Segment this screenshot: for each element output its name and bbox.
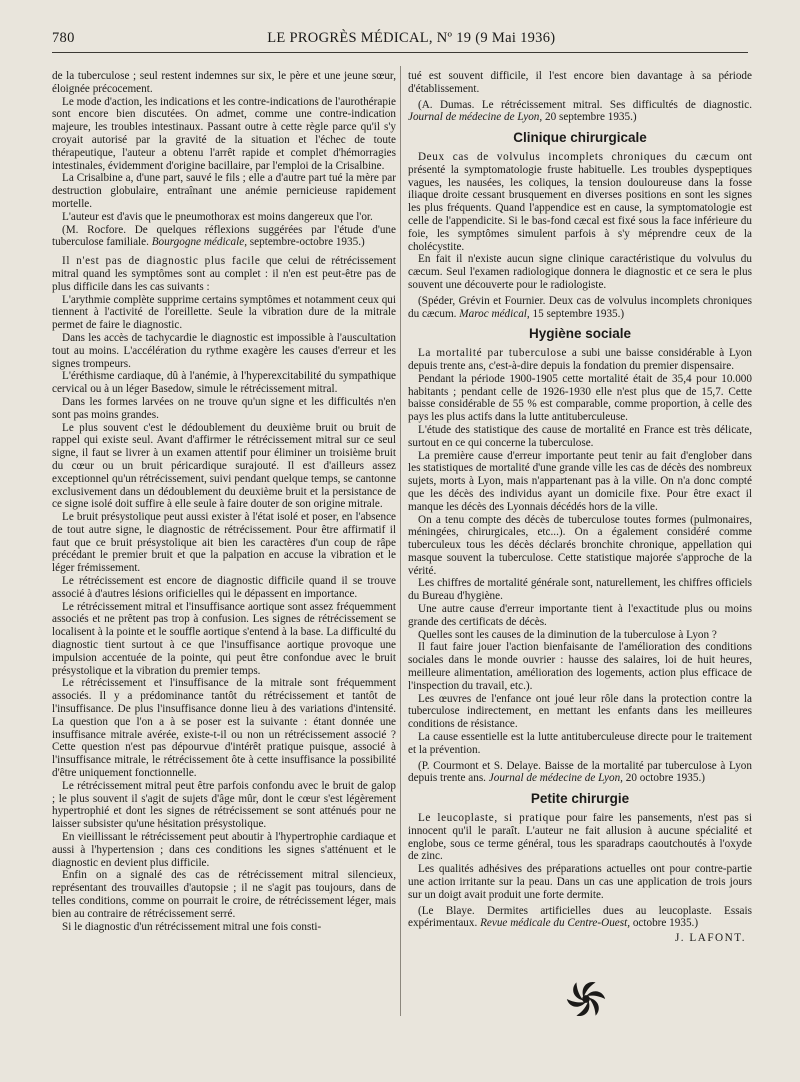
right-column xyxy=(408,70,752,945)
page-number: 780 xyxy=(52,30,75,46)
paragraph: Si le diagnostic d'un rétrécissement mitral une fois consti- xyxy=(62,920,322,933)
reference: (M. Rocfore. De quelques réflexions suggérées par l'étude d'une tuberculose familiale. Bourgogne médicale, septembre-octobre 1935.) xyxy=(52,223,396,249)
author-signature: J. LAFONT. xyxy=(674,932,746,945)
paragraph: Pendant la période 1900-1905 cette mortalité était de 35,4 pour 10.000 habitants ; pendant celle de 1926-1930 elle n'est plus que de 15,7. Cette baisse considérable de 55 % est comparable, comme proportion, à celle des pays les plus actifs dans la lutte antituberculeuse. xyxy=(408,372,752,424)
paragraph: Une autre cause d'erreur importante tient à l'exactitude plus ou moins grande des certificats de décès. xyxy=(408,603,752,628)
paragraph: En vieillissant le rétrécissement peut aboutir à l'hypertrophie cardiaque et aussi à l'hypertension ; dans ces conditions les signes s'atténuent et le diagnostic en devient plus difficile. xyxy=(52,831,396,869)
paragraph: Le mode d'action, les indications et les contre-indications de l'aurothérapie sont encore bien discutées. On admet, comme une contre-indication majeure, les troubles intestinaux. Passant outre à cette règle parce qu'il s'y croyait autorisé par la gravité de la situation et l'échec de toute thérapeutique, l'auteur a obtenu l'arrêt rapide et complet d'hémorragies intestinales, évidemment d'origine bacillaire, par l'emploi de la Crisalbine. xyxy=(52,95,396,172)
article-lead: La mortalité par tuberculose xyxy=(418,347,568,360)
header-rule xyxy=(52,52,748,53)
paragraph: Enfin on a signalé des cas de rétrécissement mitral silencieux, représentant des trouvailles d'autopsie ; il ne s'agit pas toujours, dans de telles conditions, comme on pourrait le croire, de rétrécissement léger, mais bien au contraire de rétrécissement serré. xyxy=(52,869,396,920)
section-heading: Petite chirurgie xyxy=(530,791,630,807)
paragraph: Il faut faire jouer l'action bienfaisante de l'amélioration des conditions sociales dans le monde ouvrier : hausse des salaires, loi de huit heures, meilleure alimentation, amélioration des logements, action plus efficace de l'inspection du travail, etc.). xyxy=(408,641,752,692)
paragraph: Les œuvres de l'enfance ont joué leur rôle dans la protection contre la tuberculose indirectement, en mettant les enfants dans les meilleures conditions de résistance. xyxy=(408,692,752,731)
paragraph: Le rétrécissement et l'insuffisance de la mitrale sont fréquemment associés. Il y a prédominance tantôt du rétrécissement et tantôt de l'insuffisance. De plus l'insuffisance donne lieu à des variations d'intensité. La question que l'on a à se poser est la suivante : étant donnée une insuffisance mitrale avérée, existe-t-il ou non un rétrécissement associé ? Cette question n'est pas dépourvue d'intérêt pratique puisque, associé à l'insuffisance mitrale, le rétrécissement ôte à cette insuffisance la possibilité d'être uniquement fonctionnelle. xyxy=(52,677,396,780)
paragraph: Le plus souvent c'est le dédoublement du deuxième bruit ou bruit de rappel qui existe seul. Avant d'affirmer le rétrécissement mitral sur ce seul signe, il faut se livrer à un examen attentif pour éliminer un troisième bruit du cœur ou un bruit péricardique surajouté. Il est d'ailleurs assez exceptionnel qu'un rétrécissement, suivi pendant quelque temps, se cantonne exclusivement dans un dédoublement du deuxième bruit et la persistance de ce signe isolé doit suffire à elle seule à faire douter de son origine mitrale. xyxy=(52,421,396,511)
article-paragraph: Il n'est pas de diagnostic plus facile que celui de rétrécissement mitral quand les symptômes sont au complet : il n'en est peut-être pas de plus difficile dans les cas suivants : xyxy=(52,255,397,293)
article-paragraph: La mortalité par tuberculose a subi une baisse considérable à Lyon depuis trente ans, c'est-à-dire depuis la fondation du premier dispensaire. xyxy=(408,347,753,372)
column-divider xyxy=(400,66,401,1016)
paragraph: Dans les accès de tachycardie le diagnostic est impossible à l'auscultation tout au moins. L'accélération du rythme exagère les causes d'erreur et les signes trompeurs. xyxy=(52,331,396,370)
section-heading: Hygiène sociale xyxy=(528,326,632,342)
paragraph: En fait il n'existe aucun signe clinique caractéristique du volvulus du cæcum. Seul l'examen radiologique donnera le diagnostic et ce sera le plus souvent une découverte pour le radiologiste. xyxy=(408,253,752,291)
article-paragraph: Le leucoplaste, si pratique pour faire les pansements, n'est pas si innocent qu'il le paraît. L'auteur ne fait allusion à aucune spécialité et englobe, sous ce terme général, tous les sparadraps caoutchoutés à l'oxyde de zinc. xyxy=(408,812,753,863)
paragraph: L'étude des statistique des cause de mortalité en France est très délicate, surtout en ce qui concerne la tuberculose. xyxy=(408,423,752,449)
paragraph: La cause essentielle est la lutte antituberculeuse directe pour le traitement et la prévention. xyxy=(408,731,752,756)
reference: (A. Dumas. Le rétrécissement mitral. Ses difficultés de diagnostic. Journal de médecine de Lyon, 20 septembre 1935.) xyxy=(408,98,752,124)
left-column xyxy=(52,70,396,933)
reference: (P. Courmont et S. Delaye. Baisse de la mortalité par tuberculose à Lyon depuis trente ans. Journal de médecine de Lyon, 20 octobre 1935.) xyxy=(408,759,752,785)
paragraph: La Crisalbine a, d'une part, sauvé le fils ; elle a d'autre part tué la mère par destruction globulaire, entraînant une anémie pernicieuse rapidement mortelle. xyxy=(52,172,396,210)
paragraph: Le rétrécissement est encore de diagnostic difficile quand il se trouve associé à d'autres lésions orificielles qui le dépassent en importance. xyxy=(52,575,396,600)
article-paragraph: Deux cas de volvulus incomplets chroniques du cæcum ont présenté la symptomatologie fruste habituelle. Les troubles dyspeptiques vagues, les nausées, les coliques, la tension douloureuse dans la fosse iliaque droite cessant brusquement en diverses positions en sont les signes les plus fréquents. Quand l'appendice est en cause, la symptomatologie est celle de l'appendicite. Si le bas-fond cæcal est fixé sous la face inférieure du foie, les symptômes simulent parfois à s'y méprendre ceux de la cholécystite. xyxy=(408,150,752,253)
paragraph: L'auteur est d'avis que le pneumothorax est moins dangereux que l'or. xyxy=(62,210,373,223)
paragraph: tué est souvent difficile, il l'est encore bien davantage à sa période d'établissement. xyxy=(408,70,752,95)
section-heading: Clinique chirurgicale xyxy=(513,130,647,146)
article-lead: Deux cas de volvulus incomplets chroniques du cæcum xyxy=(418,150,731,163)
paragraph: Dans les formes larvées on ne trouve qu'un signe et les difficultés n'en sont pas moins grandes. xyxy=(52,395,396,421)
paragraph: Quelles sont les causes de la diminution de la tuberculose à Lyon ? xyxy=(418,628,717,641)
paragraph: Le rétrécissement mitral et l'insuffisance aortique sont assez fréquemment associés et ne prêtent pas trop à confusion. Les signes de rétrécissement se localisent à la pointe et le souffle aortique s'entend à la base. La difficulté du diagnostic tient surtout à ce que l'insuffisance aortique provoque une impulsion accentuée de la pointe, qui peut être confondue avec le bruit présystolique et la vibration du premier temps. xyxy=(52,600,396,677)
paragraph: Les chiffres de mortalité générale sont, naturellement, les chiffres officiels du Bureau d'hygiène. xyxy=(408,577,752,603)
paragraph: L'arythmie complète supprime certains symptômes et notamment ceux qui tiennent à l'activité de l'oreillette. Seule la vibration dure de la mitrale permet de faire le diagnostic. xyxy=(52,293,396,332)
article-lead: Le leucoplaste, si pratique xyxy=(418,812,561,825)
paragraph: La première cause d'erreur importante peut tenir au fait d'englober dans les statistiques de mortalité d'une grande ville les cas de décès des nombreux sujets, morts à Lyon, mais n'appartenant pas à la ville. On n'a donc compté que les décès des individus ayant un domicile fixe. Pour être exact il manque les décès des Lyonnais décédés hors de la ville. xyxy=(408,449,752,513)
article-lead: Il n'est pas de diagnostic plus facile xyxy=(62,255,261,268)
reference: (Spéder, Grévin et Fournier. Deux cas de volvulus incomplets chroniques du cæcum. Maroc médical, 15 septembre 1935.) xyxy=(408,294,752,320)
page-header xyxy=(52,30,748,52)
paragraph: On a tenu compte des décès de tuberculose toutes formes (pulmonaires, méningées, chirurgicales, etc...). On a également considéré comme tuberculeux tous les décès déclarés bronchite chronique, appellation qui masque souvent la tuberculose. Cette statistique majorée s'approche de la vérité. xyxy=(408,513,752,577)
paragraph: de la tuberculose ; seul restent indemnes sur six, le père et une jeune sœur, éloignée précocement. xyxy=(52,70,396,95)
paragraph: Les qualités adhésives des préparations actuelles ont pour contre-partie une action irritante sur la peau. Dans un cas une application de trois jours sur un doigt avait produit une forte dermite. xyxy=(408,863,752,901)
paragraph: Le rétrécissement mitral peut être parfois confondu avec le bruit de galop ; le plus souvent il s'agit de sujets d'âge mûr, dont le cœur s'est légèrement hypertrophié et dont les signes de rétrécissement se sont atténués pour ne laisser subsister qu'une hésitation présystolique. xyxy=(52,779,396,831)
reference: (Le Blaye. Dermites artificielles dues au leucoplaste. Essais expérimentaux. Revue médicale du Centre-Ouest, octobre 1935.) xyxy=(408,904,752,930)
paragraph: L'éréthisme cardiaque, dû à l'anémie, à l'hyperexcitabilité du sympathique cervical ou à un léger Basedow, simule le rétrécissement mitral. xyxy=(52,370,396,396)
printer-ornament-icon xyxy=(563,976,609,1022)
journal-title: LE PROGRÈS MÉDICAL, Nº 19 (9 Mai 1936) xyxy=(267,30,556,46)
paragraph: Le bruit présystolique peut aussi exister à l'état isolé et poser, en l'absence de tout autre signe, le diagnostic de rétrécissement. Pour être affirmatif il faut que ce bruit présystolique ait bien les caractères d'un coup de râpe précédant le premier bruit et que la palpation en accuse la vibration et le léger frémissement. xyxy=(52,511,396,575)
